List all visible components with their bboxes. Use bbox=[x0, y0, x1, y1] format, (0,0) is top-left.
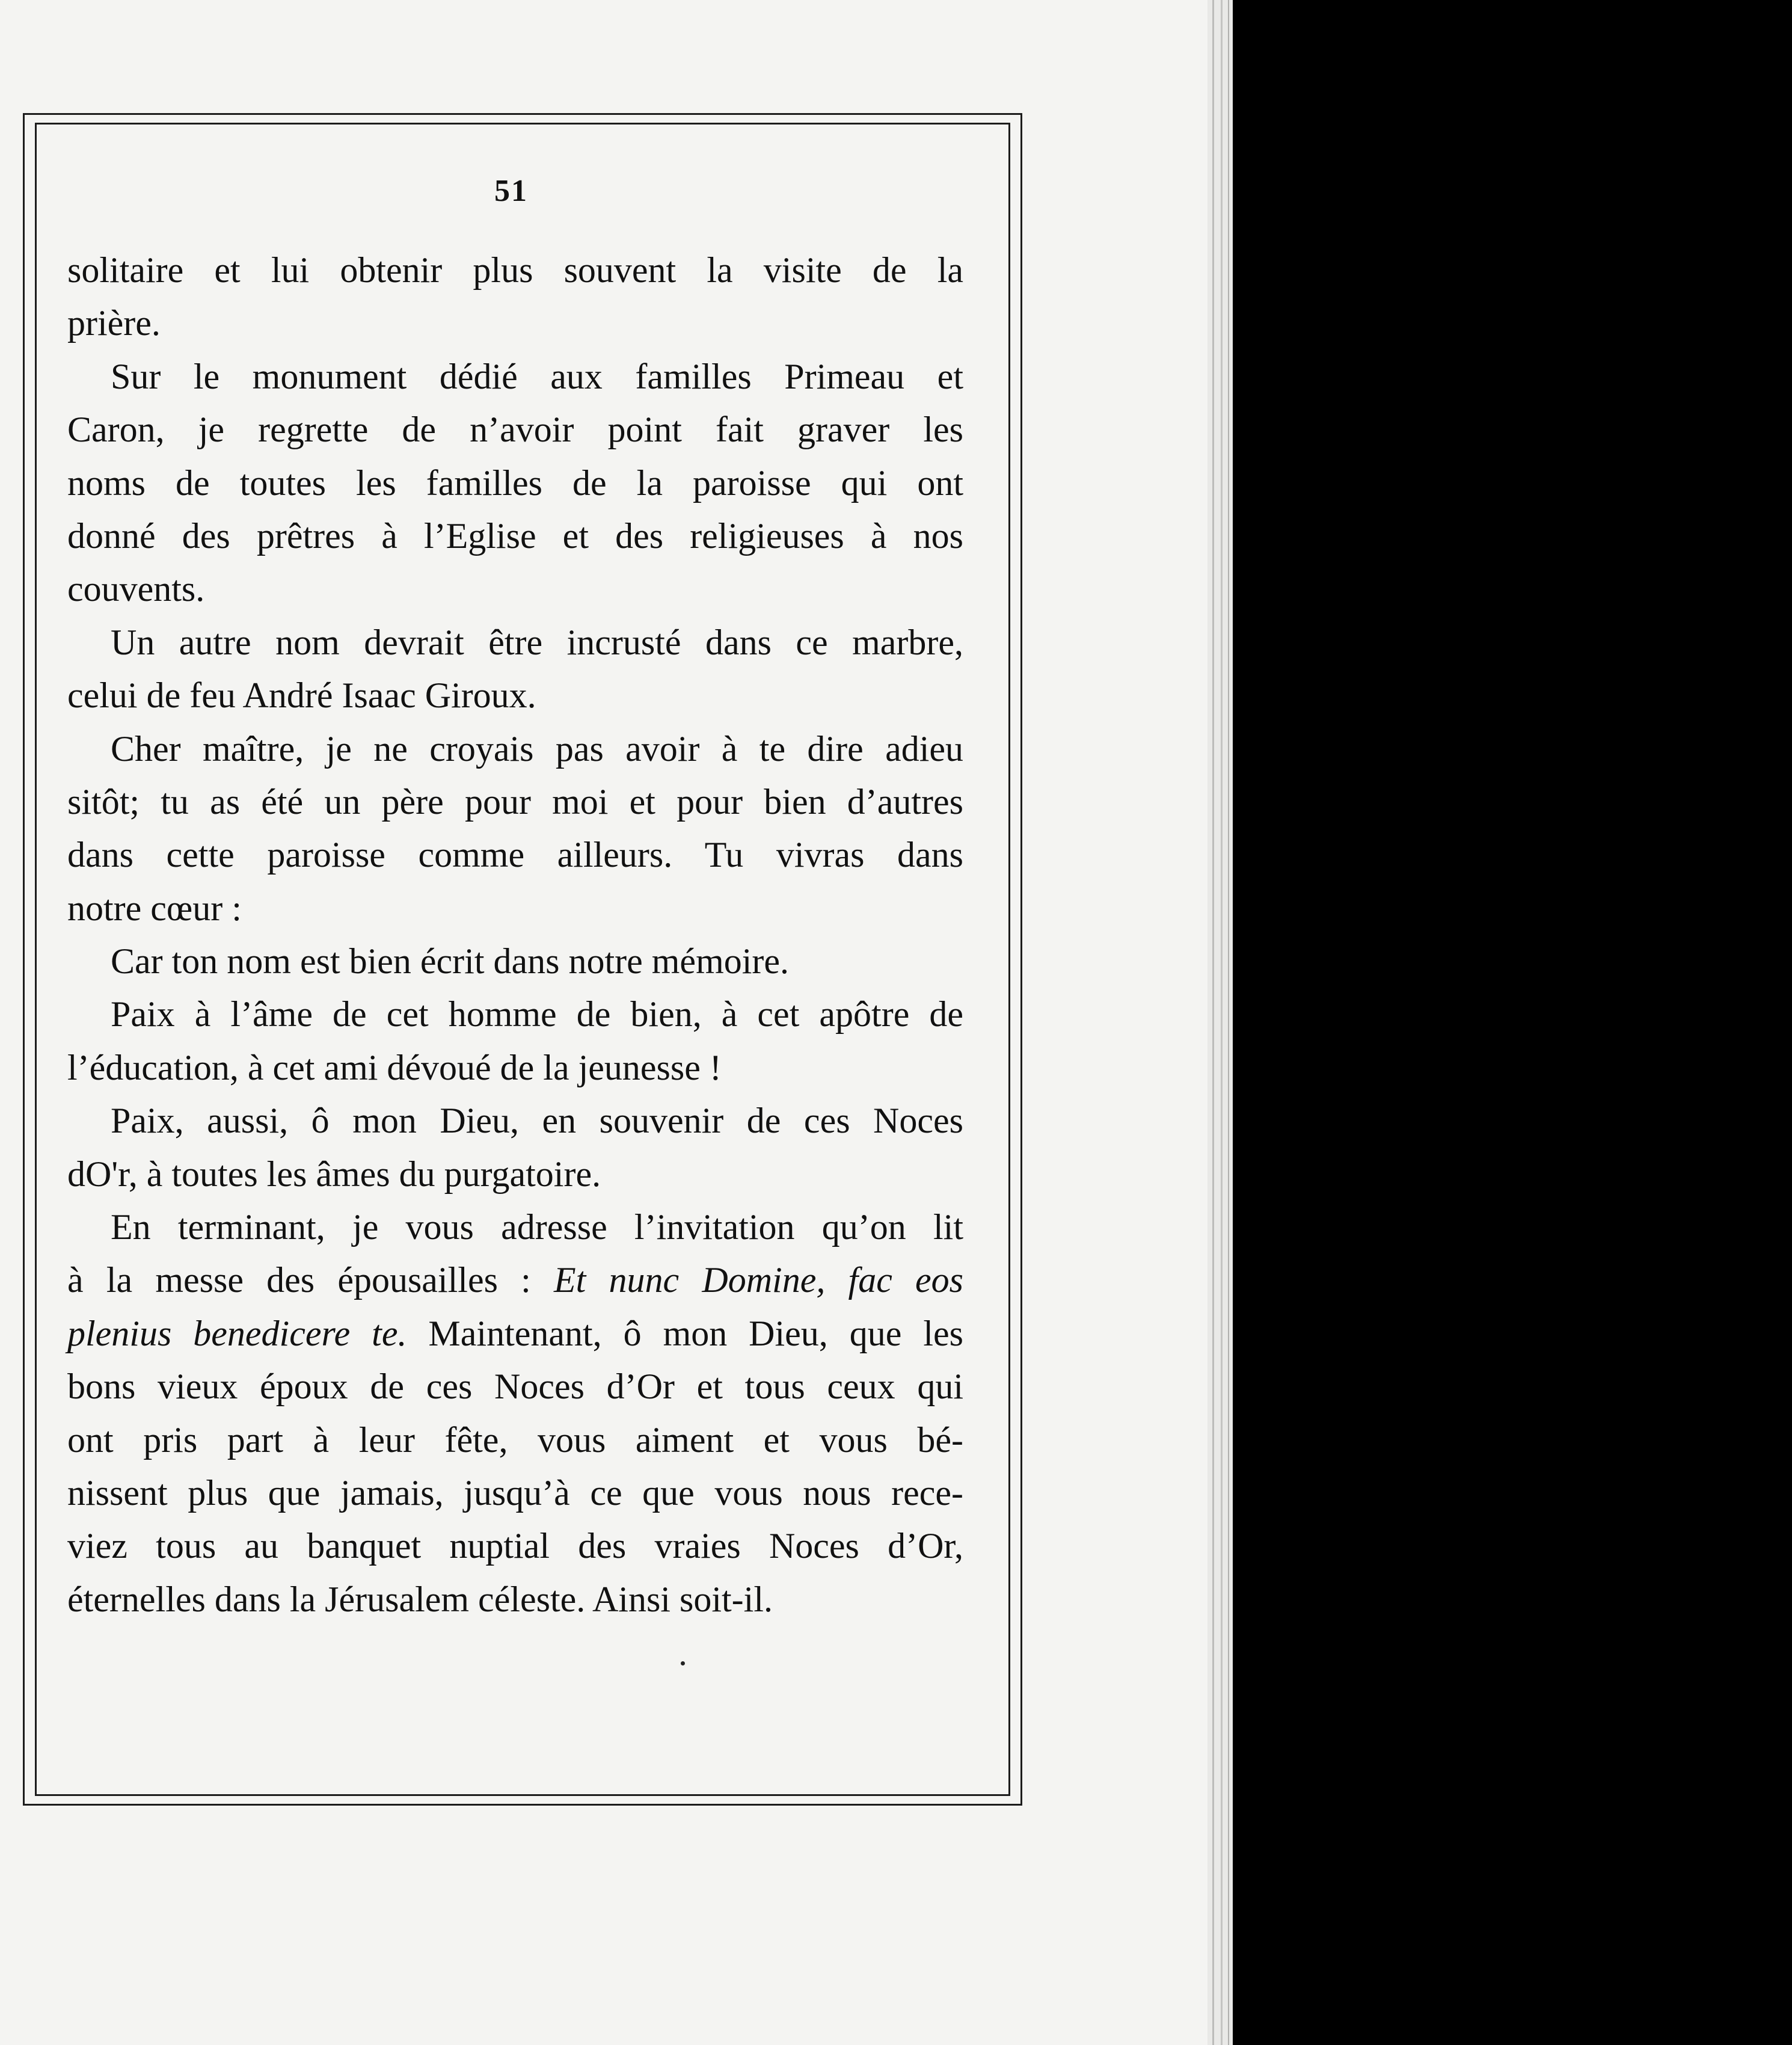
text-line bbox=[67, 1201, 963, 1253]
text-line bbox=[67, 457, 963, 509]
text-line bbox=[67, 1307, 963, 1360]
text-run: couvents. bbox=[67, 569, 205, 609]
text-line bbox=[67, 562, 963, 615]
page-edge-line bbox=[1221, 0, 1223, 2045]
text-run: Paix à l’âme de cet homme de bien, à cet apôtre de bbox=[111, 994, 963, 1035]
decorative-dot bbox=[681, 1661, 685, 1665]
page-edge-line bbox=[1212, 0, 1214, 2045]
text-run: Un autre nom devrait être incrusté dans ce marbre, bbox=[111, 622, 963, 662]
text-run: bons vieux époux de ces Noces d’Or et tous ceux qui bbox=[67, 1367, 963, 1407]
text-run: dans cette paroisse comme ailleurs. Tu vivras dans bbox=[67, 835, 963, 875]
text-line bbox=[67, 882, 963, 935]
text-run: Caron, je regrette de n’avoir point fait graver les bbox=[67, 410, 963, 450]
latin-quote: plenius benedicere te. bbox=[67, 1313, 407, 1353]
text-run: noms de toutes les familles de la paroisse qui ont bbox=[67, 463, 963, 503]
text-run: notre cœur : bbox=[67, 888, 242, 928]
text-run: Paix, aussi, ô mon Dieu, en souvenir de ces Noces bbox=[111, 1101, 963, 1141]
text-line bbox=[67, 297, 963, 349]
text-run: à la messe des épousailles : bbox=[67, 1260, 531, 1300]
text-run: Maintenant, ô mon Dieu, que les bbox=[407, 1313, 963, 1353]
text-line bbox=[67, 1413, 963, 1466]
text-line bbox=[67, 1519, 963, 1572]
text-line bbox=[67, 350, 963, 403]
text-line bbox=[67, 828, 963, 881]
text-run: Cher maître, je ne croyais pas avoir à te dire adieu bbox=[111, 728, 963, 769]
text-line bbox=[67, 775, 963, 828]
text-line bbox=[67, 1148, 963, 1201]
text-line bbox=[67, 1253, 963, 1306]
latin-quote: Et nunc Domine, fac eos bbox=[554, 1260, 963, 1300]
text-run: donné des prêtres à l’Eglise et des religieuses à nos bbox=[67, 515, 963, 556]
text-line bbox=[67, 1094, 963, 1147]
text-run: Sur le monument dédié aux familles Primeau et bbox=[111, 356, 963, 396]
text-run: prière. bbox=[67, 303, 161, 343]
text-line bbox=[67, 1466, 963, 1519]
text-run: ont pris part à leur fête, vous aiment et vous bé- bbox=[67, 1419, 963, 1460]
body-text bbox=[67, 244, 963, 1626]
text-run: En terminant, je vous adresse l’invitation qu’on lit bbox=[111, 1207, 963, 1247]
text-run: nissent plus que jamais, jusqu’à ce que vous nous rece- bbox=[67, 1472, 963, 1513]
text-line bbox=[67, 244, 963, 297]
text-line bbox=[67, 616, 963, 669]
text-line bbox=[67, 669, 963, 722]
text-run: solitaire et lui obtenir plus souvent la visite de la bbox=[67, 250, 963, 290]
text-run: celui de feu André Isaac Giroux. bbox=[67, 675, 536, 716]
text-line bbox=[67, 403, 963, 456]
text-run: sitôt; tu as été un père pour moi et pour bien d’autres bbox=[67, 781, 963, 822]
text-line bbox=[67, 988, 963, 1041]
text-run: dO'r, à toutes les âmes du purgatoire. bbox=[67, 1154, 601, 1194]
text-run: Car ton nom est bien écrit dans notre mémoire. bbox=[111, 941, 790, 982]
page-edge-line bbox=[1228, 0, 1229, 2045]
text-run: éternelles dans la Jérusalem céleste. Ainsi soit-il. bbox=[67, 1579, 773, 1619]
text-run: l’éducation, à cet ami dévoué de la jeunesse ! bbox=[67, 1047, 722, 1087]
text-run: viez tous au banquet nuptial des vraies Noces d’Or, bbox=[67, 1526, 963, 1566]
page-number: 51 bbox=[494, 174, 528, 208]
text-line bbox=[67, 1360, 963, 1413]
text-line bbox=[67, 1041, 963, 1094]
text-line bbox=[67, 722, 963, 775]
text-line bbox=[67, 1573, 963, 1626]
text-line bbox=[67, 935, 963, 988]
text-line bbox=[67, 509, 963, 562]
